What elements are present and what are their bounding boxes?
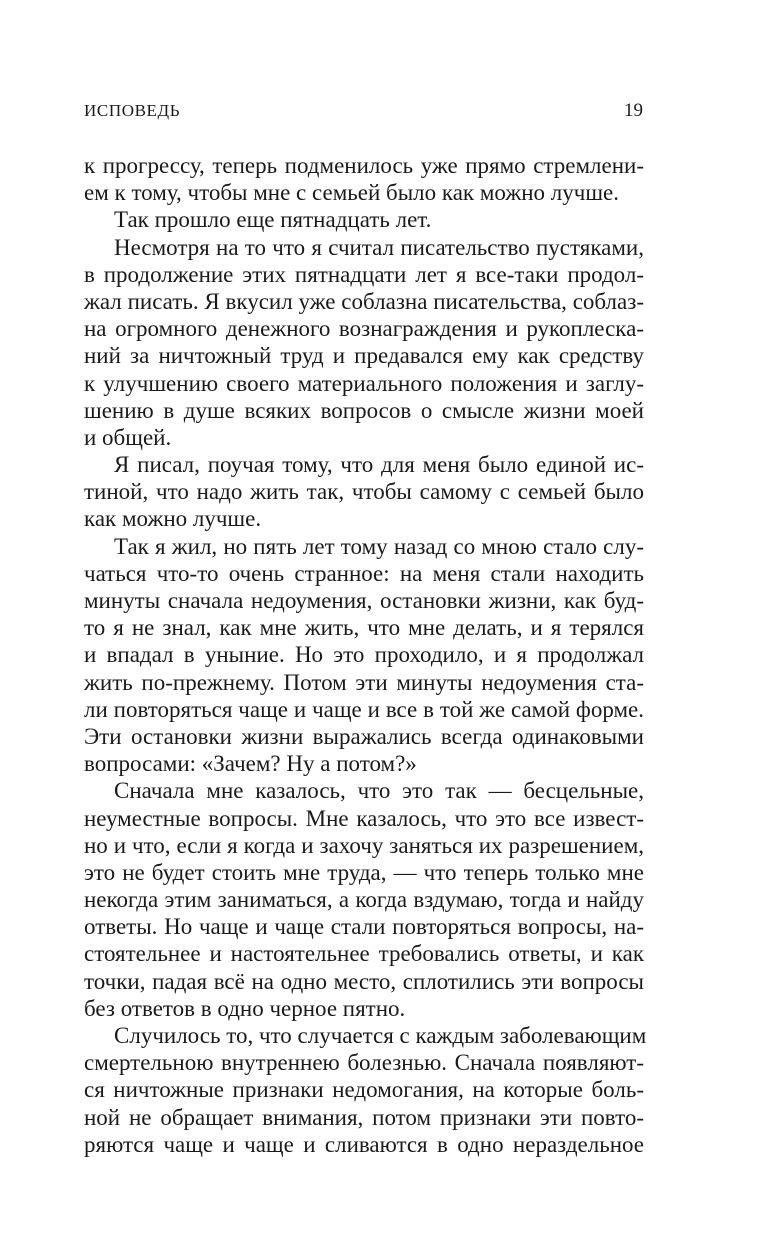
paragraph [84, 152, 644, 206]
text-line: Так я жил, но пять лет тому назад со мною стало слу- [114, 533, 644, 559]
text-line: Эти остановки жизни выражались всегда одинаковыми [84, 723, 644, 749]
text-line: жить по-прежнему. Потом эти минуты недоумения ста- [84, 669, 644, 695]
text-line: жал писать. Я вкусил уже соблазна писательства, соблаз- [84, 288, 644, 314]
text-line: точки, падая всё на одно место, сплотились эти вопросы [84, 968, 644, 994]
text-line: Сначала мне казалось, что это так — бесцельные, [114, 778, 644, 804]
text-line: в продолжение этих пятнадцати лет я все-таки продол- [84, 261, 644, 287]
text-line: вопросами: «Зачем? Ну а потом?» [84, 751, 417, 777]
text-line: некогда этим заниматься, а когда вздумаю, тогда и найду [84, 887, 644, 913]
text-line: ответы. Но чаще и чаще стали повторяться вопросы, на- [84, 914, 644, 940]
text-line: минуты сначала недоумения, остановки жизни, как буд- [84, 588, 644, 613]
text-line: к прогрессу, теперь подменилось уже прямо стремлени- [84, 153, 644, 178]
text-line: неуместные вопросы. Мне казалось, что это все извест- [84, 805, 644, 831]
text-line: Я писал, поучая тому, что для меня было единой ис- [114, 452, 644, 478]
text-line: Случилось то, что случается с каждым заболевающим [114, 1023, 647, 1048]
page-number: 19 [624, 100, 643, 121]
text-line: это не будет стоить мне труда, — что теперь только мне [84, 859, 644, 885]
text-line: ем к тому, чтобы мне с семьей было как можно лучше. [84, 180, 619, 206]
text-line: стоятельнее и настоятельнее требовались ответы, и как [84, 941, 644, 967]
paragraph [84, 533, 644, 778]
paragraph [84, 1022, 647, 1158]
paragraph [84, 777, 644, 1022]
paragraph [84, 451, 644, 533]
text-line: смертельною внутреннею болезнью. Сначала появляют- [84, 1050, 644, 1076]
text-line: Несмотря на то что я считал писательство пустяками, [114, 234, 644, 260]
body-text [84, 152, 647, 1158]
text-line: ний за ничтожный труд и предавался ему как средству [84, 343, 644, 369]
text-line: к улучшению своего материального положения и заглу- [84, 370, 644, 396]
paragraph [84, 234, 644, 452]
text-line: ряются чаще и чаще и сливаются в одно нераздельное [84, 1131, 644, 1157]
text-line: без ответов в одно черное пятно. [84, 995, 406, 1021]
text-line: и общей. [84, 424, 172, 450]
text-line: ся ничтожные признаки недомогания, на которые боль- [84, 1077, 644, 1103]
text-line: но и что, если я когда и захочу заняться их разрешением, [84, 832, 644, 858]
paragraph [84, 206, 644, 233]
running-title: ИСПОВЕДЬ [84, 101, 181, 120]
text-line: ли повторяться чаще и чаще и все в той же самой форме. [84, 696, 644, 722]
text-line: то я не знал, как мне жить, что мне делать, и я терялся [84, 615, 644, 641]
text-line: шению в душе всяких вопросов о смысле жизни моей [84, 397, 644, 423]
text-line: тиной, что надо жить так, чтобы самому с семьей было [84, 479, 644, 505]
text-line: ной не обращает внимания, потом признаки эти повто- [84, 1104, 644, 1130]
text-line: как можно лучше. [84, 506, 262, 532]
text-line: на огромного денежного вознаграждения и рукоплеска- [84, 316, 644, 342]
text-line: Так прошло еще пятнадцать лет. [114, 207, 432, 233]
text-line: и впадал в уныние. Но это проходило, и я продолжал [84, 642, 644, 668]
text-line: чаться что-то очень странное: на меня стали находить [84, 560, 644, 586]
